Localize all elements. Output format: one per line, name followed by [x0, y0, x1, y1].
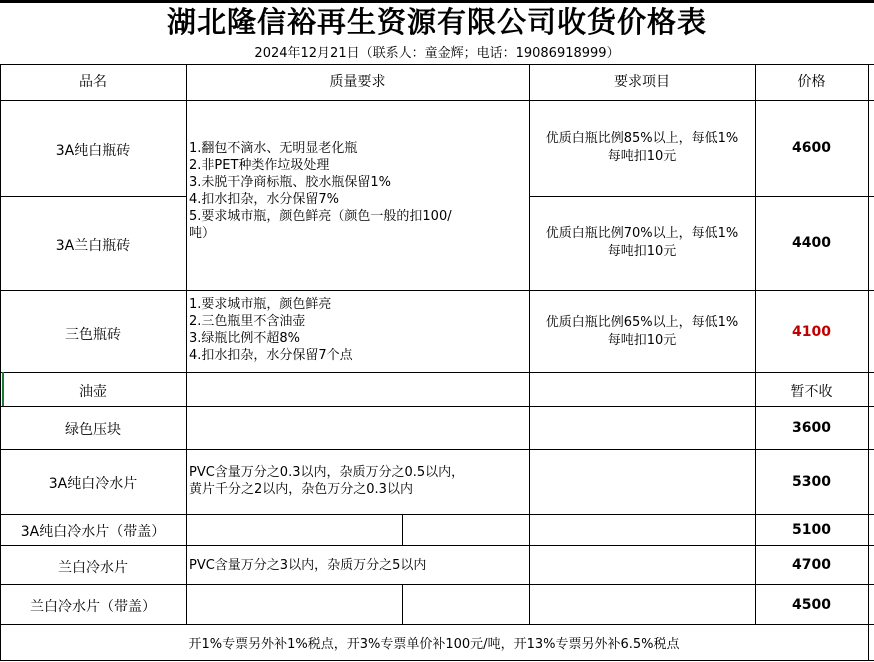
row-item-2[interactable]: 优质白瓶比例70%以上，每低1% 每吨扣10元	[545, 226, 739, 259]
row-price-5[interactable]: 3600	[792, 420, 831, 436]
header-name: 品名	[79, 74, 107, 90]
sheet-subtitle: 2024年12月21日（联系人：童金辉；电话：19086918999）	[254, 46, 620, 61]
grid-hline	[0, 584, 874, 585]
row-price-8[interactable]: 4700	[792, 557, 831, 573]
grid-hline	[0, 545, 874, 546]
grid-hline	[0, 372, 874, 373]
grid-vline	[186, 64, 187, 624]
grid-hline	[0, 290, 874, 291]
grid-hline	[0, 449, 874, 450]
row-name-5[interactable]: 绿色压块	[65, 422, 121, 438]
grid-hline	[0, 624, 874, 625]
row-quality-8[interactable]: PVC含量万分之3以内，杂质万分之5以内	[189, 558, 427, 573]
header-item: 要求项目	[614, 74, 670, 90]
grid-vline	[868, 64, 869, 661]
row-name-1[interactable]: 3A纯白瓶砖	[55, 143, 131, 159]
sheet-footer-note[interactable]: 开1%专票另外补1%税点，开3%专票单价补100元/吨，开13%专票另外补6.5%税点	[188, 637, 680, 652]
row-price-1[interactable]: 4600	[792, 140, 831, 156]
row-price-6[interactable]: 5300	[792, 474, 831, 490]
row-item-3[interactable]: 优质白瓶比例65%以上，每低1% 每吨扣10元	[545, 315, 739, 348]
grid-hline	[0, 64, 874, 65]
row-name-2[interactable]: 3A兰白瓶砖	[55, 238, 131, 254]
merged-quality-text[interactable]: 1.翻包不滴水、无明显老化瓶 2.非PET种类作垃圾处理 3.未脱干净商标瓶、胶水瓶保留1% 4.扣水扣杂，水分保留7% 5.要求城市瓶，颜色鲜亮（颜色一般的扣100/ 吨）	[189, 141, 452, 241]
grid-vline	[402, 514, 403, 545]
header-quality: 质量要求	[329, 74, 386, 90]
header-price: 价格	[797, 74, 826, 90]
row-price-3[interactable]: 4100	[792, 324, 831, 340]
row-quality-6[interactable]: PVC含量万分之0.3以内，杂质万分之0.5以内， 黄片千分之2以内，杂色万分之0.3以内	[189, 465, 465, 497]
sheet-title: 湖北隆信裕再生资源有限公司收货价格表	[166, 5, 707, 39]
row-price-4[interactable]: 暂不收	[790, 384, 833, 400]
row-name-4[interactable]: 油壶	[79, 384, 107, 400]
row-price-9[interactable]: 4500	[792, 597, 831, 613]
grid-hline	[0, 100, 874, 101]
row-price-7[interactable]: 5100	[792, 522, 831, 538]
grid-hline	[0, 406, 874, 407]
row-name-8[interactable]: 兰白冷水片	[58, 560, 128, 576]
row-price-2[interactable]: 4400	[792, 235, 831, 251]
row-quality-3[interactable]: 1.要求城市瓶，颜色鲜亮 2.三色瓶里不含油壶 3.绿瓶比例不超8% 4.扣水扣杂，水分保留7个点	[189, 297, 353, 363]
row-name-9[interactable]: 兰白冷水片（带盖）	[30, 599, 156, 615]
grid-hline	[0, 514, 874, 515]
row-name-3[interactable]: 三色瓶砖	[65, 327, 121, 343]
row-name-7[interactable]: 3A纯白冷水片（带盖）	[20, 524, 166, 540]
grid-hline	[529, 196, 874, 197]
grid-hline	[0, 660, 874, 661]
row-item-1[interactable]: 优质白瓶比例85%以上，每低1% 每吨扣10元	[545, 131, 739, 164]
grid-vline	[402, 584, 403, 624]
row-name-6[interactable]: 3A纯白冷水片	[48, 476, 138, 492]
grid-hline	[0, 196, 186, 197]
